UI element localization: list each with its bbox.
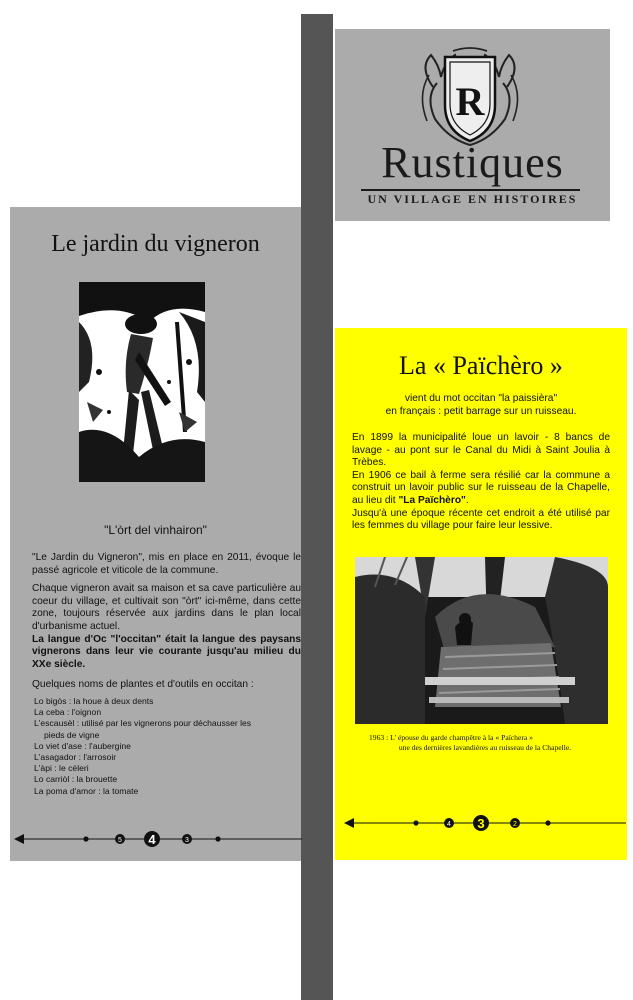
photo-caption-left: "L'òrt del vinhairon" xyxy=(104,523,207,537)
paragraph-intro: "Le Jardin du Vigneron", mis en place en 2011, évoque le passé agricole et viticole de la commune. xyxy=(32,552,301,576)
arrow-left-icon xyxy=(14,834,24,844)
svg-text:5: 5 xyxy=(118,837,122,844)
paragraph-1899: En 1899 la municipalité loue un lavoir - 8 bancs de lavage - au pont sur le Canal du Midi à Saint Joulia à Trèbes. xyxy=(352,432,610,469)
brand-tagline: UN VILLAGE EN HISTOIRES xyxy=(367,192,578,206)
left-nav-track xyxy=(12,829,302,849)
list-item: L'escausèl : utilisé par les vignerons pour déchausser les xyxy=(34,718,252,729)
svg-text:4: 4 xyxy=(148,832,156,847)
list-item: Lo bigòs : la houe à deux dents xyxy=(34,695,154,706)
list-item: L'asagador : l'arrosoir xyxy=(34,751,117,762)
list-item: pieds de vigne xyxy=(44,729,100,740)
paragraph-vigneron: Chaque vigneron avait sa maison et sa cave particulière au coeur du village, et cultivait son "òrt" ici-même, dans cette zone, toujours réservée aux jardins dans le plan local d'urbanisme actuel. La langue d'Oc "l'occitan" était la langue des paysans vignerons dans leur vie courante jusqu'au milieu du XXe siècle. xyxy=(32,583,301,670)
lavoir-photo xyxy=(355,557,608,724)
arrow-left-icon xyxy=(344,818,354,828)
brand-divider xyxy=(361,189,580,191)
paragraph-recent: Jusqu'à une époque récente cet endroit a été utilisé par les femmes du village pour faire leur lessive. xyxy=(352,507,610,532)
brand-panel xyxy=(335,29,610,221)
svg-text:3: 3 xyxy=(185,837,189,844)
crest-letter: R xyxy=(455,79,485,124)
right-panel-paichero xyxy=(335,328,627,860)
vigneron-photo xyxy=(79,282,205,482)
crest-emblem xyxy=(415,47,525,147)
right-panel-body xyxy=(352,432,610,533)
svg-text:3: 3 xyxy=(477,816,485,831)
plant-list xyxy=(34,696,301,797)
brand-name: Rustiques xyxy=(381,138,564,187)
sign-post xyxy=(301,14,333,1000)
paragraph-occitan: La langue d'Oc "l'occitan" était la langue des paysans vignerons dans leur vie courante jusqu'au milieu du XXe siècle. xyxy=(32,633,301,670)
left-panel-body xyxy=(32,552,301,797)
list-item: La poma d'amor : la tomate xyxy=(34,785,139,796)
list-item: Lo carriòl : la brouette xyxy=(34,774,118,785)
svg-text:4: 4 xyxy=(447,821,451,828)
right-panel-subtitle: vient du mot occitan "la paissièra" en français : petit barrage sur un ruisseau. xyxy=(385,393,577,417)
right-panel-title: La « Païchèro » xyxy=(399,351,563,380)
left-panel-jardin xyxy=(10,207,301,861)
list-item: L'àpi : le céleri xyxy=(34,763,89,774)
paragraph-1906: En 1906 ce bail à ferme sera résilié car la commune a construit un lavoir public sur le ruisseau de la Chapelle, au lieu dit "La Païchèro". xyxy=(352,469,610,506)
list-item: La ceba : l'oignon xyxy=(34,707,102,718)
photo-caption-right: 1963 : L' épouse du garde champêtre à la « Païchera » une des dernières lavandières au ruisseau de la Chapelle. xyxy=(369,733,572,752)
svg-text:2: 2 xyxy=(513,821,517,828)
left-panel-title: Le jardin du vigneron xyxy=(51,231,260,257)
list-item: Lo viet d'ase : l'aubergine xyxy=(34,740,131,751)
right-nav-track xyxy=(342,813,626,833)
plant-list-intro: Quelques noms de plantes et d'outils en occitan : xyxy=(32,679,254,691)
